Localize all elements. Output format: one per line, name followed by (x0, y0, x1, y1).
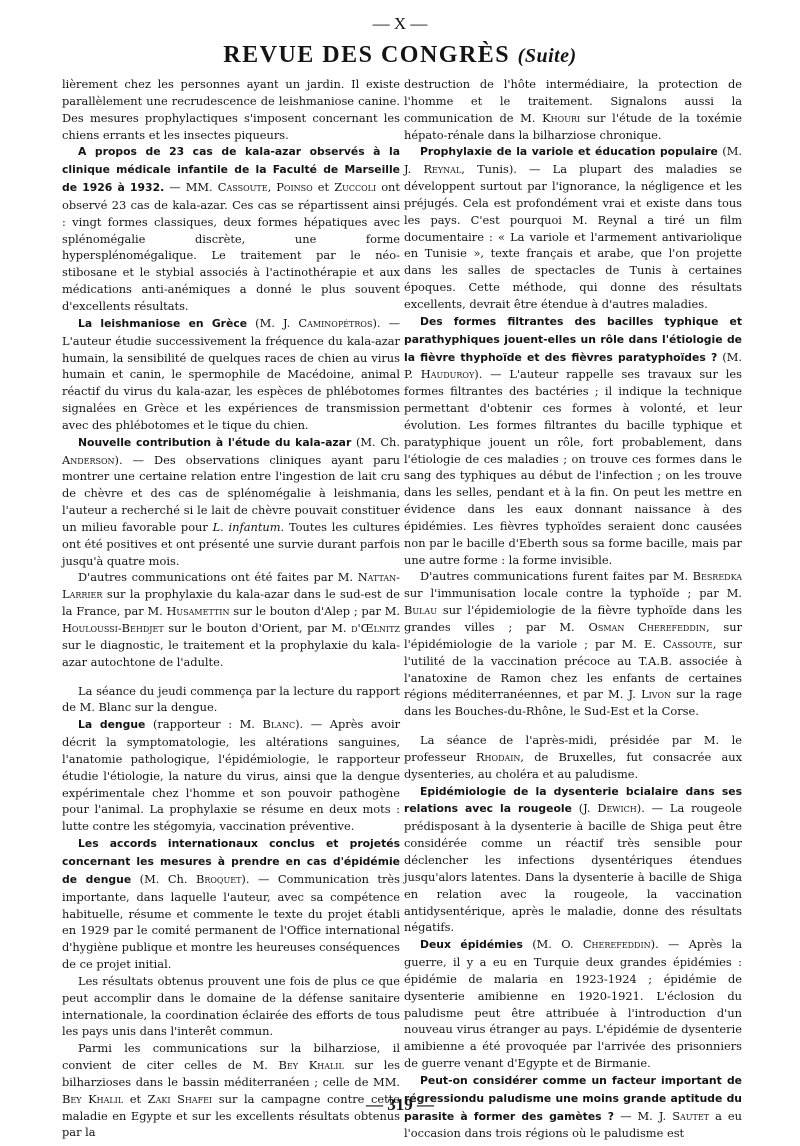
author-name: Bey Khalil (278, 1058, 344, 1073)
paragraph-session-thursday: La séance du jeudi commença par la lecture du rapport de M. Blanc sur la dengue. (62, 683, 400, 715)
author-name: Anderson (62, 452, 115, 467)
right-column (404, 76, 742, 1142)
article-dengue: La dengue (rapporteur : M. Blanc). — Après avoir décrit la symptomatologie, les altérations sanguines, l'anatomie pathologique, l'épidémiologie, le rapporteur étudie l'étiologie, la nature du virus, ainsi que la dengue expérimentale chez l'homme et son pouvoir pathogène pour l'animal. La prophylaxie se résume en deux mots : lutte contre les stégomyia, vaccination préventive. (62, 717, 401, 834)
article-heading: Peut-on considérer comme un facteur important de régressiondu paludisme une moins grande aptitude du parasite à former des gamètes ? (404, 1073, 742, 1123)
paragraph: Les résultats obtenus prouvent une fois de plus ce que peut accomplir dans le domaine de la défense sanitaire internationale, la coordination éclairée des efforts de tous les pays unis dans l'interêt commun. (62, 973, 400, 1039)
article-heading: La dengue (78, 718, 146, 732)
author-name: Zuccoli (334, 180, 377, 195)
article-heading: Prophylaxie de la variole et éducation populaire (420, 145, 718, 159)
article-dysenterie-rougeole: Epidémiologie de la dysenterie bcialaire dans ses relations avec la rougeole (J. Dewich). — La rougeole prédisposant à la dysenterie à bacille de Shiga peut être considérée comme un réactif très sensible pour déclencher les infections dysentériques étendues jusqu'alors latentes. Dans la dysenterie à bacille de Shiga en relation avec la rougeole, la vaccination antidysentérique, après le maladie, donne des résultats négatifs. (404, 784, 743, 935)
article-heading: A propos de 23 cas de kala-azar observés à la clinique médicale infantile de la Faculté de Marseille de 1926 à 1932. (62, 145, 400, 195)
author-name: Hauduroy (420, 367, 475, 382)
author-name: Houloussi-Behdjet (62, 621, 164, 635)
left-column (62, 76, 400, 1141)
species-name: L. infantum. (212, 519, 285, 534)
article-heading: Nouvelle contribution à l'étude du kala-azar (78, 435, 352, 449)
paragraph-bilharziose: Parmi les communications sur la bilharziose, il convient de citer celles de M. Bey Khalil sur les bilharzioses dans le bassin méditerranéen ; celle de MM. Bey Khalil et Zaki Shafei sur la campagne contre cette maladie en Egypte et sur les excellents résultats obtenus par la (62, 1041, 400, 1140)
section-roman-numeral: — X — (372, 14, 428, 33)
author-name: Osman Cherefeddin (588, 620, 706, 634)
paragraph: destruction de l'hôte intermédiaire, la protection de l'homme et le traitement. Signalons aussi la communication de M. Khouri sur l'étude de la toxémie hépato-rénale dans la bilharziose chronique. (404, 77, 742, 142)
article-leishmaniose-grece: La leishmaniose en Grèce (M. J. Caminopétros). — L'auteur étudie successivement la fréquence du kala-azar humain, la sensibilité de quelques races de chien au virus humain et canin, le spermophile de Macédoine, animal réactif du virus du kala-azar, les espèces de phlébotomes signalées en Grèce et les expériences de transmission avec des phlébotomes et le tique du chien. (62, 315, 401, 432)
author-name: Broquet (195, 871, 242, 886)
author-name: Husamettin (166, 604, 230, 619)
author-name: Reynal (423, 162, 462, 177)
author-name: Poinso (276, 180, 313, 195)
author-name: Cassoute (217, 180, 268, 195)
page-number: — 319 — (366, 1095, 434, 1114)
article-heading: Les accords internationaux conclus et projetés concernant les mesures à prendre en cas d'épidémie de dengue (62, 837, 400, 886)
author-name: Bulau (404, 603, 437, 618)
author-name: Bey Khalil (62, 1091, 124, 1106)
article-formes-filtrantes: Des formes filtrantes des bacilles typhique et parathyphiques jouent-elles un rôle dans l'étiologie de la fièvre thyphoïde et des fièvres paratyphoïdes ? (M. P. Hauduroy). — L'auteur rappelle ses travaux sur les formes filtrantes des bactéries ; il indique la technique permettant d'obtenir ces formes à volonté, et leur évolution. Les formes filtrantes du bacille typhique et paratyphique jouent un rôle, fort probablement, dans l'étiologie de ces maladies ; on trouve ces formes dans le sang des typhiques au début de l'infection ; on les trouve dans les selles, pendant et à la fin. On peut les mettre en évidence dans les eaux donnant naissance à des épidémies. Les fièvres typhoïdes seraient donc causées non par le bacille d'Eberth sous sa forme bacille, mais par une autre forme : la forme invisible. (404, 314, 742, 567)
paragraph: lièrement chez les personnes ayant un jardin. Il existe parallèlement une recrudescence de leishmaniose canine. Des mesures prophylactiques s'imposent concernant les chiens errants et les insectes piqueurs. (62, 77, 400, 142)
article-accords-internationaux: Les accords internationaux conclus et projetés concernant les mesures à prendre en cas d'épidémie de dengue (M. Ch. Broquet). — Communication très importante, dans laquelle l'auteur, avec sa compétence habituelle, résume et commente le texte du projet établi en 1929 par le comité permanent de l'Office international d'hygiène publique et montre les heureuses conséquences de ce projet initial. (62, 837, 401, 972)
article-paludisme-gametes: Peut-on considérer comme un facteur important de régressiondu paludisme une moins grande aptitude du parasite à former des gamètes ? — M. J. Sautet a eu l'occasion dans trois régions où le paludisme est (404, 1073, 742, 1141)
author-name: Besredka (692, 569, 743, 584)
article-heading: La leishmaniose en Grèce (78, 316, 248, 330)
author-name: Zaki Shafei (147, 1091, 213, 1106)
article-deux-epidemies: Deux épidémies (M. O. Cherefeddin). — Après la guerre, il y a eu en Turquie deux grandes épidémies : épidémie de malaria en 1923-1924 ; épidémie de dysenterie amibienne en 1920-1921. L'éclosion du paludisme peut être attribuée à l'introduction d'un nouveau virus étranger au pays. L'épidémie de dysenterie amibienne a été provoquée par l'arrivée des prisonniers de guerre venant d'Egypte et de Birmanie. (404, 937, 742, 1071)
article-heading: Epidémiologie de la dysenterie bcialaire dans ses relations avec la rougeole (404, 784, 742, 816)
paragraph-other-communications: D'autres communications ont été faites par M. Nattan-Larrier sur la prophylaxie du kala-azar dans le sud-est de la France, par M. Husamettin sur le bouton d'Alep ; par M. Houloussi-Behdjet sur le bouton d'Orient, par M. d'Œlnitz sur le diagnostic, le traitement et la prophylaxie du kala-azar autochtone de l'adulte. (62, 570, 401, 669)
article-heading: Des formes filtrantes des bacilles typhique et parathyphiques jouent-elles un rôle dans l'étiologie de la fièvre thyphoïde et des fièvres paratyphoïdes ? (404, 314, 742, 364)
author-name: Sautet (672, 1108, 710, 1123)
title-main: REVUE DES CONGRÈS (223, 42, 511, 68)
article-variole: Prophylaxie de la variole et éducation populaire (M. J. Reynal, Tunis). — La plupart des maladies se développent surtout par l'ignorance, la négligence et les préjugés. Cela est profondément vrai et existe dans tous les pays. C'est pourquoi M. Reynal a tiré un film documentaire : « La variole et l'armement antivariolique en Tunisie », texte français et arabe, que l'on projette dans les salles de spectacles de Tunis à certaines époques. Cette méthode, qui donne des résultats excellents, devrait être étendue à d'autres maladies. (404, 144, 743, 311)
paragraph-other-communications: D'autres communications furent faites par M. Besredka sur l'immunisation locale contre la typhoïde ; par M. Bulau sur l'épidemiologie de la fièvre typhoïde dans les grandes villes ; par M. Osman Cherefeddin, sur l'épidémiologie de la variole ; par M. E. Cassoute, sur l'utilité de la vaccination précoce au T.A.B. associée à l'anatoxine de Ramon chez les enfants de certaines régions méditerranéennes, et par M. J. Livon sur la rage dans les Bouches-du-Rhône, le Sud-Est et la Corse. (404, 569, 743, 719)
author-name: Cherefeddin (582, 937, 651, 952)
paragraph-session-afternoon: La séance de l'après-midi, présidée par M. le professeur Rhodain, de Bruxelles, fut consacrée aux dysenteries, au choléra et au paludisme. (404, 733, 742, 781)
author-name: Rhodain (475, 749, 521, 764)
author-name: Blanc (262, 717, 296, 732)
author-name: Livon (641, 687, 671, 702)
title-subtitle: (Suite) (517, 45, 577, 67)
article-kala-azar-contribution: Nouvelle contribution à l'étude du kala-azar (M. Ch. Anderson). — Des observations cliniques ayant paru montrer une certaine relation entre l'ingestion de lait cru de chèvre et des cas de splénomégalie à leishmania, l'auteur a recherché si le lait de chèvre pouvait constituer un milieu favorable pour L. infantum. Toutes les cultures ont été positives et ont présenté une survie durant parfois jusqu'à quatre mois. (62, 434, 401, 568)
article-heading: Deux épidémies (420, 938, 523, 952)
author-name: d'Œlnitz (351, 621, 400, 635)
page-title (0, 42, 800, 69)
author-name: Nattan-Larrier (62, 570, 401, 602)
article-kala-azar-marseille: A propos de 23 cas de kala-azar observés à la clinique médicale infantile de la Faculté de Marseille de 1926 à 1932. — MM. Cassoute, Poinso et Zuccoli ont observé 23 cas de kala-azar. Ces cas se répartissent ainsi : vingt formes classiques, deux formes hépatiques avec splénomégalie discrète, une forme hypersplénomégalique. Le traitement par le néo-stibosane et le stybial associés à l'actinothérapie et aux médications anti-anémiques a donné le plus souvent d'excellents résultats. (62, 145, 400, 313)
author-name: Khouri (542, 110, 581, 125)
author-name: Caminopétros (298, 315, 373, 330)
author-name: E. Cassoute (643, 636, 713, 651)
author-name: Dewich (597, 801, 637, 816)
